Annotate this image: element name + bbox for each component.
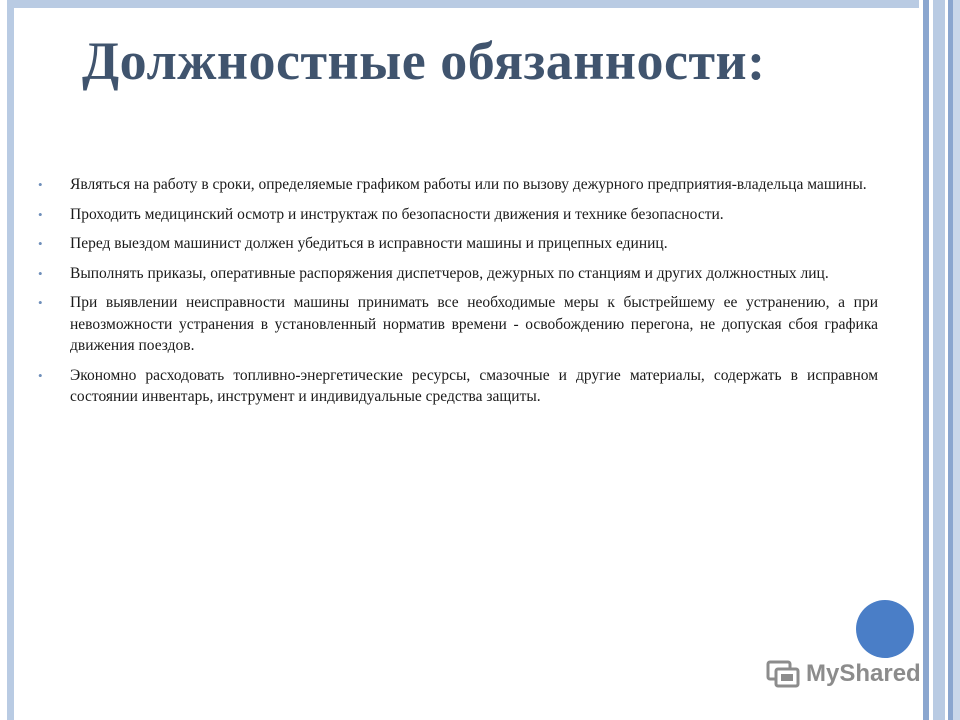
watermark: [766, 656, 921, 692]
bullet-text: Выполнять приказы, оперативные распоряжения диспетчеров, дежурных по станциям и других должностных лиц.: [70, 264, 829, 282]
bullet-item: [38, 204, 878, 226]
bullet-text: Являться на работу в сроки, определяемые графиком работы или по вызову дежурного предприятия-владельца машины.: [70, 176, 867, 193]
slide-frame-left: [7, 0, 14, 720]
bullet-dot-icon: •: [38, 265, 43, 281]
bullet-list: [38, 174, 878, 416]
decorative-circle: [856, 600, 914, 658]
myshared-logo-icon: [766, 659, 800, 689]
bullet-text: При выявлении неисправности машины принимать все необходимые меры к быстрейшему ее устранению, а при невозможности устранения в установленный норматив времени - освобождению перегона, не допуская сбоя графика движения поездов.: [70, 294, 878, 354]
bullet-item: [38, 365, 878, 408]
bullet-dot-icon: •: [38, 367, 43, 383]
bullet-dot-icon: •: [38, 206, 43, 222]
bullet-text: Экономно расходовать топливно-энергетические ресурсы, смазочные и другие материалы, содержать в исправном состоянии инвентарь, инструмент и индивидуальные средства защиты.: [70, 366, 878, 405]
bullet-item: [38, 263, 878, 285]
watermark-text: MyShared: [806, 660, 921, 687]
bullet-item: [38, 174, 878, 196]
bullet-dot-icon: •: [38, 295, 43, 310]
bullet-text: Перед выездом машинист должен убедиться в исправности машины и прицепных единиц.: [70, 235, 668, 252]
bullet-item: [38, 233, 878, 255]
bullet-item: [38, 292, 878, 357]
bullet-dot-icon: •: [38, 177, 43, 192]
bullet-text: Проходить медицинский осмотр и инструктаж по безопасности движения и технике безопасности.: [70, 205, 724, 223]
slide-frame-right-stripes: [919, 0, 960, 720]
slide-frame-top: [7, 0, 919, 8]
bullet-dot-icon: •: [38, 236, 43, 251]
slide-title: Должностные обязанности:: [82, 31, 766, 91]
